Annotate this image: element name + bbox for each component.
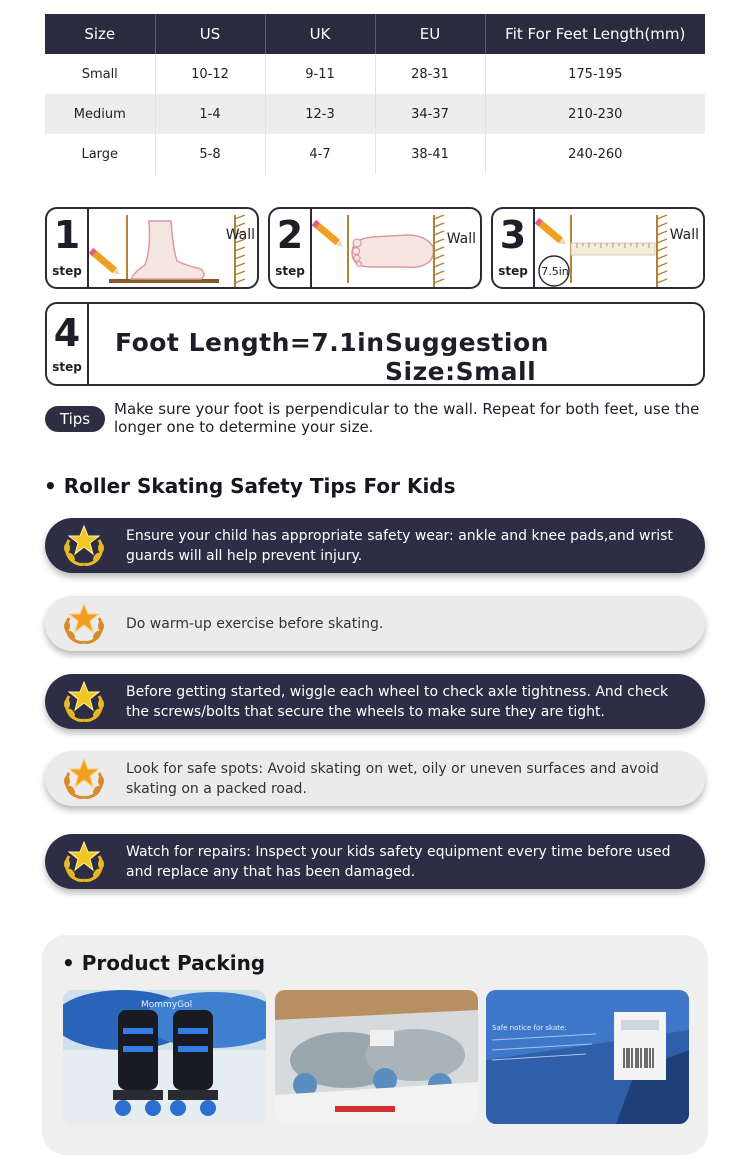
box-notice-text: Safe notice for skate: <box>492 1024 567 1032</box>
safety-section-title: • Roller Skating Safety Tips For Kids <box>44 474 456 498</box>
skates-photo-image <box>63 990 266 1124</box>
tips-text: Make sure your foot is perpendicular to the wall. Repeat for both feet, use the longer one to determine your size. <box>114 400 700 436</box>
safety-tip-text: Do warm-up exercise before skating. <box>126 615 384 632</box>
size-chart-header-row <box>45 14 705 54</box>
bronze-star-laurel-icon <box>59 600 109 646</box>
step-2-label: step <box>275 264 305 278</box>
packing-photo-box <box>275 990 478 1124</box>
wall-hatch-icon <box>233 215 247 287</box>
step-3-number: 3 <box>499 213 527 257</box>
cell-eu: 34-37 <box>375 94 485 134</box>
table-row <box>45 94 705 134</box>
step-2-number-box <box>270 209 312 287</box>
tips-badge: Tips <box>45 406 105 432</box>
step-2-wall-label: Wall <box>446 231 476 247</box>
safety-tip-text: Watch for repairs: Inspect your kids safety equipment every time before used and replace any that has been damaged. <box>126 843 671 880</box>
safety-tip-text: Before getting started, wiggle each wheel to check axle tightness. And check the screws/bolts that secure the wheels to make sure they are tight. <box>126 683 669 720</box>
safety-tip-card <box>45 834 705 889</box>
table-row <box>45 134 705 174</box>
cell-size: Large <box>81 146 119 162</box>
foot-length-result: Foot Length=7.1in <box>115 328 385 357</box>
step-3-number-box <box>493 209 535 287</box>
cell-uk: 12-3 <box>265 94 375 134</box>
cell-eu: 38-41 <box>375 134 485 174</box>
box-label-photo-image <box>486 990 689 1124</box>
product-packing-panel <box>42 935 708 1155</box>
gold-star-laurel-icon <box>59 838 109 884</box>
wall-hatch-icon <box>655 215 669 287</box>
header-size: Size <box>45 14 155 54</box>
open-box-photo-image <box>275 990 478 1124</box>
step-1-card <box>45 207 259 289</box>
safety-tip-card <box>45 596 705 651</box>
foot-top-view-icon <box>312 209 442 289</box>
wall-hatch-icon <box>432 215 446 287</box>
cell-size: Medium <box>45 94 155 134</box>
header-uk: UK <box>265 14 375 54</box>
cell-size: Small <box>81 66 118 82</box>
cell-uk: 4-7 <box>265 134 375 174</box>
gold-star-laurel-icon <box>59 678 109 724</box>
bronze-star-laurel-icon <box>59 755 109 801</box>
step-2-number: 2 <box>276 213 304 257</box>
cell-feet-length: 210-230 <box>485 94 705 134</box>
size-chart-table <box>45 14 705 174</box>
foot-side-view-icon <box>89 209 219 289</box>
step-3-wall-label: Wall <box>669 227 699 243</box>
cell-us: 10-12 <box>155 54 265 94</box>
step-3-label: step <box>498 264 528 278</box>
step-4-number-box <box>47 304 89 384</box>
suggested-size-result: Suggestion Size:Small <box>385 328 549 386</box>
step-3-measurement: 7.5in <box>541 265 569 278</box>
safety-tip-text: Ensure your child has appropriate safety wear: ankle and knee pads,and wrist guards will all help prevent injury. <box>126 527 673 564</box>
safety-tip-card <box>45 751 705 806</box>
cell-uk: 9-11 <box>265 54 375 94</box>
skates-brand-text: MommyGol <box>141 1000 193 1010</box>
packing-section-title: • Product Packing <box>62 951 266 975</box>
safety-tip-card <box>45 674 705 729</box>
step-4-card <box>45 302 705 386</box>
packing-photo-skates <box>63 990 266 1124</box>
step-1-number-box <box>47 209 89 287</box>
step-4-number: 4 <box>53 311 81 355</box>
cell-eu: 28-31 <box>375 54 485 94</box>
safety-tip-card <box>45 518 705 573</box>
cell-us: 1-4 <box>155 94 265 134</box>
cell-feet-length: 240-260 <box>485 134 705 174</box>
step-3-card <box>491 207 705 289</box>
packing-photo-label <box>486 990 689 1124</box>
step-1-label: step <box>52 264 82 278</box>
step-1-number: 1 <box>53 213 81 257</box>
cell-feet-length: 175-195 <box>485 54 705 94</box>
header-us: US <box>155 14 265 54</box>
gold-star-laurel-icon <box>59 522 109 568</box>
table-row <box>45 54 705 94</box>
step-4-label: step <box>52 360 82 374</box>
safety-tip-text: Look for safe spots: Avoid skating on wet, oily or uneven surfaces and avoid skating on a packed road. <box>126 760 659 797</box>
step-1-wall-label: Wall <box>225 227 255 243</box>
header-eu: EU <box>375 14 485 54</box>
cell-us: 5-8 <box>155 134 265 174</box>
header-feet-length: Fit For Feet Length(mm) <box>485 14 705 54</box>
step-2-card <box>268 207 482 289</box>
